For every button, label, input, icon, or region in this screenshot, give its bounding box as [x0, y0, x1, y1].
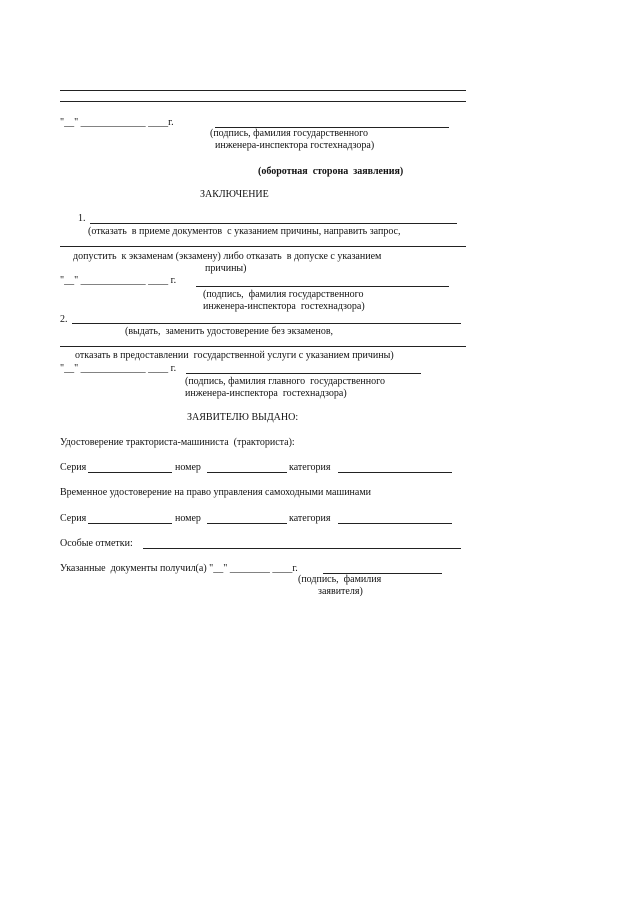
item-2-role-1: (подпись, фамилия главного государственного: [185, 376, 385, 387]
item-1-role-1: (подпись, фамилия государственного: [203, 289, 364, 300]
item-1-caption-3: причины): [205, 263, 247, 274]
conclusion-title: ЗАКЛЮЧЕНИЕ: [200, 189, 269, 200]
applicant-signature-2: заявителя): [318, 586, 363, 597]
item-1-line[interactable]: [90, 223, 457, 224]
license-series-label: Серия: [60, 462, 87, 473]
temp-license-label: Временное удостоверение на право управления самоходными машинами: [60, 487, 372, 498]
notes-label: Особые отметки:: [60, 538, 133, 549]
license-number-label: номер: [175, 462, 201, 473]
license-number-field[interactable]: [207, 472, 287, 473]
item-2-line[interactable]: [72, 323, 461, 324]
issued-title: ЗАЯВИТЕЛЮ ВЫДАНО:: [187, 412, 299, 423]
temp-series-label: Серия: [60, 513, 87, 524]
signature-1-date: "__" _____________ ____г.: [60, 117, 174, 128]
back-side-label: (оборотная сторона заявления): [258, 166, 404, 177]
temp-category-field[interactable]: [338, 523, 452, 524]
license-series-field[interactable]: [88, 472, 172, 473]
item-2-line-2[interactable]: [60, 346, 466, 347]
blank-line-top-1[interactable]: [60, 90, 466, 91]
temp-number-field[interactable]: [207, 523, 287, 524]
signature-1-role-1: (подпись, фамилия государственного: [210, 128, 368, 139]
item-1-caption-2: допустить к экзаменам (экзамену) либо отказать в допуске с указанием: [73, 251, 382, 262]
notes-field[interactable]: [143, 548, 461, 549]
blank-line-top-2[interactable]: [60, 101, 466, 102]
license-label: Удостоверение тракториста-машиниста (тракториста):: [60, 437, 295, 448]
item-1-line-2[interactable]: [60, 246, 466, 247]
temp-number-label: номер: [175, 513, 201, 524]
item-1-signature-line[interactable]: [196, 286, 449, 287]
license-category-field[interactable]: [338, 472, 452, 473]
received-label: Указанные документы получил(а) "__" ________ ____г.: [60, 563, 298, 574]
signature-1-role-2: инженера-инспектора гостехнадзора): [215, 140, 375, 151]
item-2-signature-line[interactable]: [186, 373, 421, 374]
temp-category-label: категория: [289, 513, 331, 524]
applicant-signature-1: (подпись, фамилия: [298, 574, 382, 585]
item-1-caption-1: (отказать в приеме документов с указанием причины, направить запрос,: [88, 226, 401, 237]
item-2-date: "__" _____________ ____ г.: [60, 363, 177, 374]
item-2-caption-1: (выдать, заменить удостоверение без экзаменов,: [125, 326, 334, 337]
license-category-label: категория: [289, 462, 331, 473]
temp-series-field[interactable]: [88, 523, 172, 524]
item-1-number: 1.: [78, 213, 86, 224]
item-2-caption-2: отказать в предоставлении государственной услуги с указанием причины): [75, 350, 394, 361]
item-1-date: "__" _____________ ____ г.: [60, 275, 177, 286]
item-2-number: 2.: [60, 314, 68, 325]
item-1-role-2: инженера-инспектора гостехнадзора): [203, 301, 365, 312]
item-2-role-2: инженера-инспектора гостехнадзора): [185, 388, 347, 399]
